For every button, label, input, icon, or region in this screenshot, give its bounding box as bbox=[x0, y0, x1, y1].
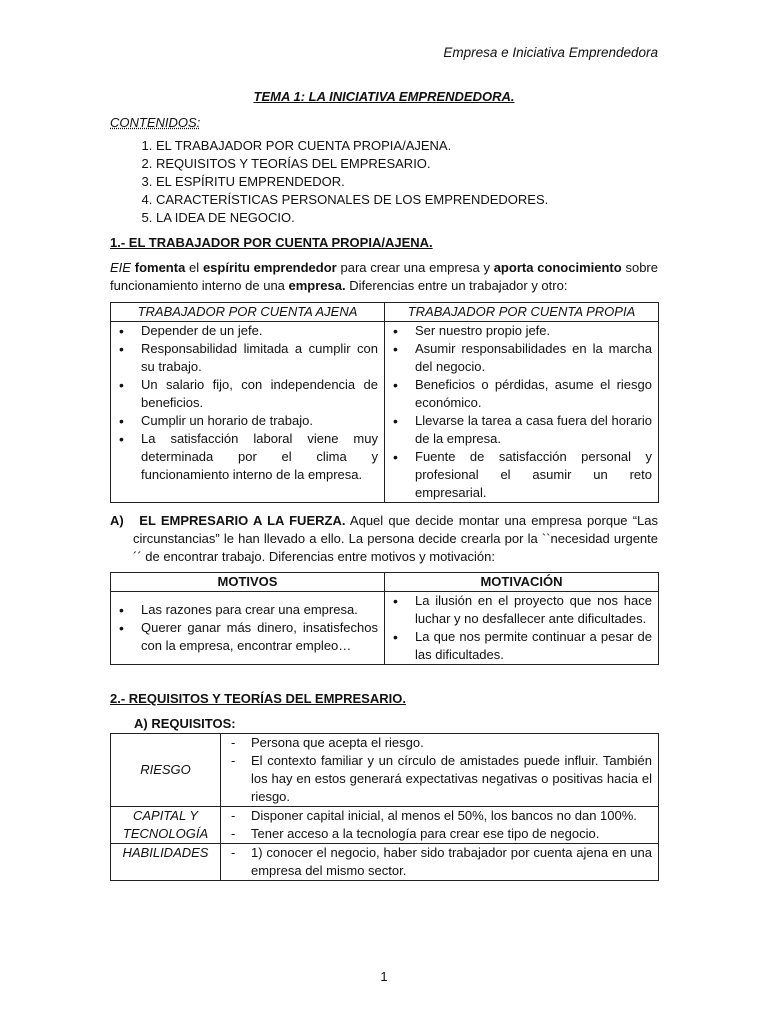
requisito-label: RIESGO bbox=[111, 734, 221, 807]
empresario-heading: EL EMPRESARIO A LA FUERZA. bbox=[139, 513, 346, 528]
section-1-intro bbox=[110, 259, 658, 295]
intro-fragment: EIE bbox=[110, 260, 131, 275]
list-item: • Beneficios o pérdidas, asume el riesgo económico. bbox=[415, 376, 652, 412]
contents-item: 4. CARACTERÍSTICAS PERSONALES DE LOS EMPRENDEDORES. bbox=[156, 191, 716, 209]
propia-cell bbox=[385, 322, 659, 503]
ajena-cell bbox=[111, 322, 385, 503]
list-item: • Cumplir un horario de trabajo. bbox=[141, 412, 378, 430]
column-header-ajena: TRABAJADOR POR CUENTA AJENA bbox=[111, 303, 385, 322]
intro-fragment: empresa. bbox=[288, 278, 346, 293]
list-item: - 1) conocer el negocio, haber sido trabajador por cuenta ajena en una empresa del mismo sector. bbox=[251, 844, 652, 880]
requisitos-subheading: A) REQUISITOS: bbox=[134, 716, 236, 731]
list-item: • Querer ganar más dinero, insatisfechos con la empresa, encontrar empleo… bbox=[141, 619, 378, 655]
list-item: • Responsabilidad limitada a cumplir con su trabajo. bbox=[141, 340, 378, 376]
list-item: - El contexto familiar y un círculo de amistades puede influir. También los hay en estos generará expectativas negativas o positivas hacia el riesgo. bbox=[251, 752, 652, 806]
intro-fragment: aporta conocimiento bbox=[493, 260, 622, 275]
motivacion-cell bbox=[385, 592, 659, 665]
contents-item: 5. LA IDEA DE NEGOCIO. bbox=[156, 209, 716, 227]
list-item: • Llevarse la tarea a casa fuera del horario de la empresa. bbox=[415, 412, 652, 448]
contents-list bbox=[110, 137, 716, 227]
column-header-motivacion: MOTIVACIÓN bbox=[385, 573, 659, 592]
list-item: • Depender de un jefe. bbox=[141, 322, 378, 340]
list-item: • Fuente de satisfacción personal y profesional el asumir un reto empresarial. bbox=[415, 448, 652, 502]
intro-fragment: para crear una empresa y bbox=[336, 260, 494, 275]
requisito-items bbox=[221, 734, 659, 807]
requisito-items bbox=[221, 807, 659, 844]
intro-fragment: Diferencias entre un trabajador y otro: bbox=[345, 278, 568, 293]
column-header-propia: TRABAJADOR POR CUENTA PROPIA bbox=[385, 303, 659, 322]
item-marker: A) bbox=[110, 513, 124, 528]
requisito-label: HABILIDADES bbox=[111, 844, 221, 881]
requisitos-table bbox=[110, 733, 659, 881]
contents-label: CONTENIDOS: bbox=[110, 115, 201, 130]
list-item: • La ilusión en el proyecto que nos hace luchar y no desfallecer ante dificultades. bbox=[415, 592, 652, 628]
list-item: • Las razones para crear una empresa. bbox=[141, 601, 378, 619]
motivos-table bbox=[110, 572, 659, 665]
section-1-heading: 1.- EL TRABAJADOR POR CUENTA PROPIA/AJENA. bbox=[110, 235, 433, 250]
intro-fragment: fomenta bbox=[134, 260, 186, 275]
list-item: • Asumir responsabilidades en la marcha del negocio. bbox=[415, 340, 652, 376]
list-item: • La satisfacción laboral viene muy determinada por el clima y funcionamiento interno de la empresa. bbox=[141, 430, 378, 484]
section-2-heading: 2.- REQUISITOS Y TEORÍAS DEL EMPRESARIO. bbox=[110, 691, 406, 706]
empresario-a-la-fuerza-paragraph bbox=[110, 512, 658, 566]
intro-fragment: el bbox=[185, 260, 203, 275]
list-item: • Un salario fijo, con independencia de beneficios. bbox=[141, 376, 378, 412]
document-header: Empresa e Iniciativa Emprendedora bbox=[443, 45, 658, 60]
intro-fragment: espíritu emprendedor bbox=[202, 260, 337, 275]
requisito-label: CAPITAL Y TECNOLOGÍA bbox=[111, 807, 221, 844]
list-item: - Persona que acepta el riesgo. bbox=[251, 734, 652, 752]
list-item: - Disponer capital inicial, al menos el 50%, los bancos no dan 100%. bbox=[251, 807, 652, 825]
list-item: - Tener acceso a la tecnología para crear ese tipo de negocio. bbox=[251, 825, 652, 843]
list-item: • La que nos permite continuar a pesar de las dificultades. bbox=[415, 628, 652, 664]
page-title: TEMA 1: LA INICIATIVA EMPRENDEDORA. bbox=[253, 89, 515, 104]
requisito-items bbox=[221, 844, 659, 881]
contents-item: 2. REQUISITOS Y TEORÍAS DEL EMPRESARIO. bbox=[156, 155, 716, 173]
intro-fragment: sobre funcionamiento interno de una bbox=[110, 260, 658, 293]
empresario-text: Aquel que decide montar una empresa porque “Las circunstancias” le han llevado a ello. La persona decide crearla por la ``necesidad urgente´´ de encontrar trabajo. Diferencias entre motivos y motivación: bbox=[133, 513, 659, 564]
worker-comparison-table bbox=[110, 302, 659, 503]
column-header-motivos: MOTIVOS bbox=[111, 573, 385, 592]
contents-item: 1. EL TRABAJADOR POR CUENTA PROPIA/AJENA. bbox=[156, 137, 716, 155]
contents-item: 3. EL ESPÍRITU EMPRENDEDOR. bbox=[156, 173, 716, 191]
list-item: • Ser nuestro propio jefe. bbox=[415, 322, 652, 340]
page-number: 1 bbox=[380, 969, 388, 984]
motivos-cell bbox=[111, 592, 385, 665]
